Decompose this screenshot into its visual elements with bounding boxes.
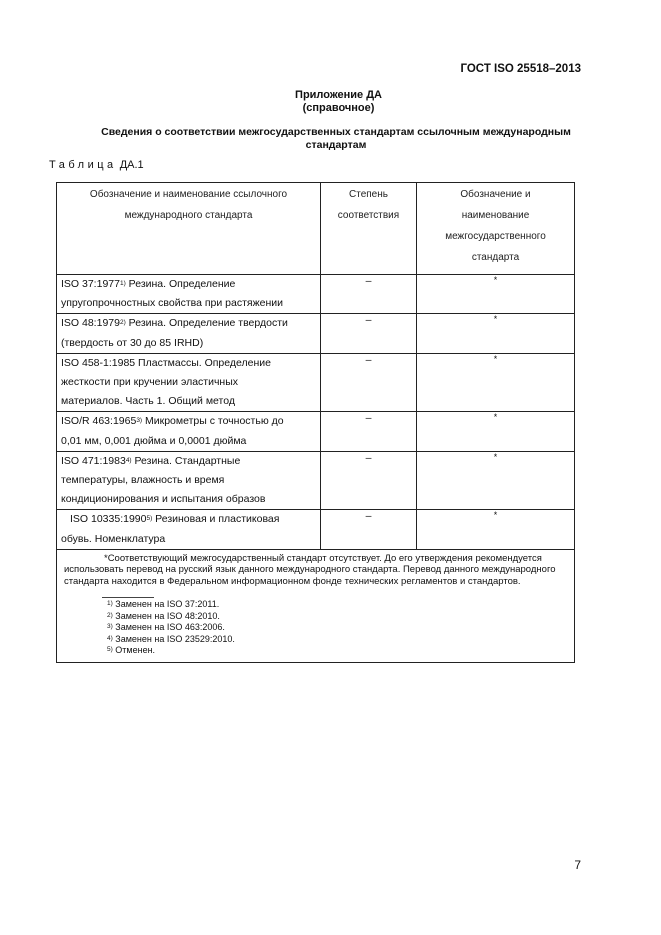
- standard-title: обувь. Номенклатура: [61, 532, 166, 545]
- standard-code: ISO/R 463:1965: [61, 415, 137, 428]
- standard-title: материалов. Часть 1. Общий метод: [61, 395, 235, 408]
- footnote-ref: 4): [125, 456, 132, 464]
- footnote: [107, 622, 567, 633]
- footnote-mark: 2): [107, 611, 113, 619]
- header-text: Степень: [349, 189, 388, 200]
- header-text: межгосударственного: [445, 231, 546, 242]
- standard-code: ISO 10335:1990: [70, 513, 147, 526]
- footnote: [107, 645, 567, 656]
- degree-cell: –: [321, 412, 417, 451]
- standard-title: Пластмассы. Определение: [135, 356, 271, 369]
- standard-title: 0,01 мм, 0,001 дюйма и 0,0001 дюйма: [61, 434, 247, 447]
- header-text: наименование: [461, 210, 530, 221]
- standard-title: Резина. Определение твердости: [125, 317, 288, 330]
- standard-cell: [57, 314, 321, 353]
- footnote-mark: 1): [107, 600, 113, 608]
- header-text: соответствия: [337, 210, 400, 221]
- standard-title: Микрометры с точностью до: [142, 415, 284, 428]
- table-row: [57, 314, 575, 353]
- gost-cell: *: [417, 353, 575, 412]
- standard-title: Резина. Определение: [125, 278, 236, 290]
- table-row: [57, 451, 575, 510]
- document-code: ГОСТ ISO 25518–2013: [460, 63, 581, 75]
- degree-cell: –: [321, 353, 417, 412]
- table-row: [57, 510, 575, 549]
- header-text: Обозначение и наименование ссылочного: [89, 189, 288, 200]
- standard-title: температуры, влажность и время: [61, 474, 225, 487]
- degree-cell: –: [321, 451, 417, 510]
- degree-cell: –: [321, 314, 417, 353]
- footnote-ref: 5): [146, 515, 153, 523]
- header-international-standard: [57, 183, 321, 275]
- degree-cell: –: [321, 275, 417, 314]
- section-heading-line-1: Сведения о соответствии межгосударственных стандартам ссылочным международным: [101, 126, 571, 138]
- standard-cell: [57, 412, 321, 451]
- footnote-text: Заменен на ISO 48:2010.: [112, 610, 220, 621]
- standard-cell: [57, 510, 321, 549]
- gost-cell: *: [417, 314, 575, 353]
- section-heading: [86, 126, 586, 152]
- table-note-text: *Соответствующий межгосударственный стандарт отсутствует. До его утверждения рекомендуется использовать перевод на русский язык данного международного стандарта. Перевод данного международного стандарта находится в Федеральном информационном фонде технических регламентов и стандартов.: [64, 552, 556, 587]
- footnote: [107, 611, 567, 622]
- header-interstate-standard: [417, 183, 575, 275]
- footnote-text: Заменен на ISO 37:2011.: [112, 599, 220, 610]
- header-degree: [321, 183, 417, 275]
- footnote-mark: 3): [107, 623, 113, 631]
- table-footnote-row: [57, 549, 575, 663]
- standard-title: кондиционирования и испытания образов: [61, 493, 266, 506]
- table-label-word: Таблица: [49, 159, 117, 171]
- footnote-ref: 2): [119, 319, 126, 327]
- table-header-row: [57, 183, 575, 275]
- footnote: [107, 599, 567, 610]
- table-notes: [57, 549, 575, 663]
- appendix-title: Приложение ДА: [295, 89, 382, 101]
- footnote-mark: 5): [107, 645, 113, 653]
- standard-code: ISO 471:1983: [61, 454, 126, 467]
- gost-cell: *: [417, 275, 575, 314]
- gost-cell: *: [417, 412, 575, 451]
- standard-title: упругопрочностных свойства при растяжении: [61, 297, 283, 310]
- gost-cell: *: [417, 451, 575, 510]
- table-row: [57, 353, 575, 412]
- table-row: [57, 412, 575, 451]
- footnote: [107, 634, 567, 645]
- standard-title: жесткости при кручении эластичных: [61, 376, 239, 389]
- standard-code: ISO 37:1977: [61, 278, 120, 290]
- footnote-ref: 3): [136, 417, 143, 425]
- correspondence-table: [56, 182, 575, 663]
- footnote-text: Заменен на ISO 463:2006.: [112, 622, 225, 633]
- footnote-text: Заменен на ISO 23529:2010.: [112, 633, 235, 644]
- table-label-number: ДА.1: [119, 159, 144, 171]
- header-text: Обозначение и: [460, 189, 531, 200]
- standard-cell: [57, 275, 321, 314]
- standard-title: (твердость от 30 до 85 IRHD): [61, 336, 204, 349]
- footnote-divider: [102, 597, 154, 598]
- standard-title: Резиновая и пластиковая: [152, 513, 280, 526]
- footnote-ref: 1): [119, 280, 126, 287]
- footnote-text: Отменен.: [112, 644, 156, 655]
- appendix-subtitle: (справочное): [302, 102, 375, 114]
- gost-cell: *: [417, 510, 575, 549]
- footnote-mark: 4): [107, 634, 113, 642]
- table-label: [49, 159, 144, 171]
- header-text: стандарта: [471, 252, 520, 263]
- degree-cell: –: [321, 510, 417, 549]
- standard-code: ISO 48:1979: [61, 317, 120, 330]
- standard-code: ISO 458-1:1985: [61, 356, 136, 369]
- page-number: 7: [574, 858, 581, 872]
- standard-cell: [57, 451, 321, 510]
- table-row: [57, 275, 575, 314]
- standard-cell: [57, 353, 321, 412]
- header-text: международного стандарта: [124, 210, 253, 221]
- standard-title: Резина. Стандартные: [131, 454, 241, 467]
- section-heading-line-2: стандартам: [305, 139, 367, 151]
